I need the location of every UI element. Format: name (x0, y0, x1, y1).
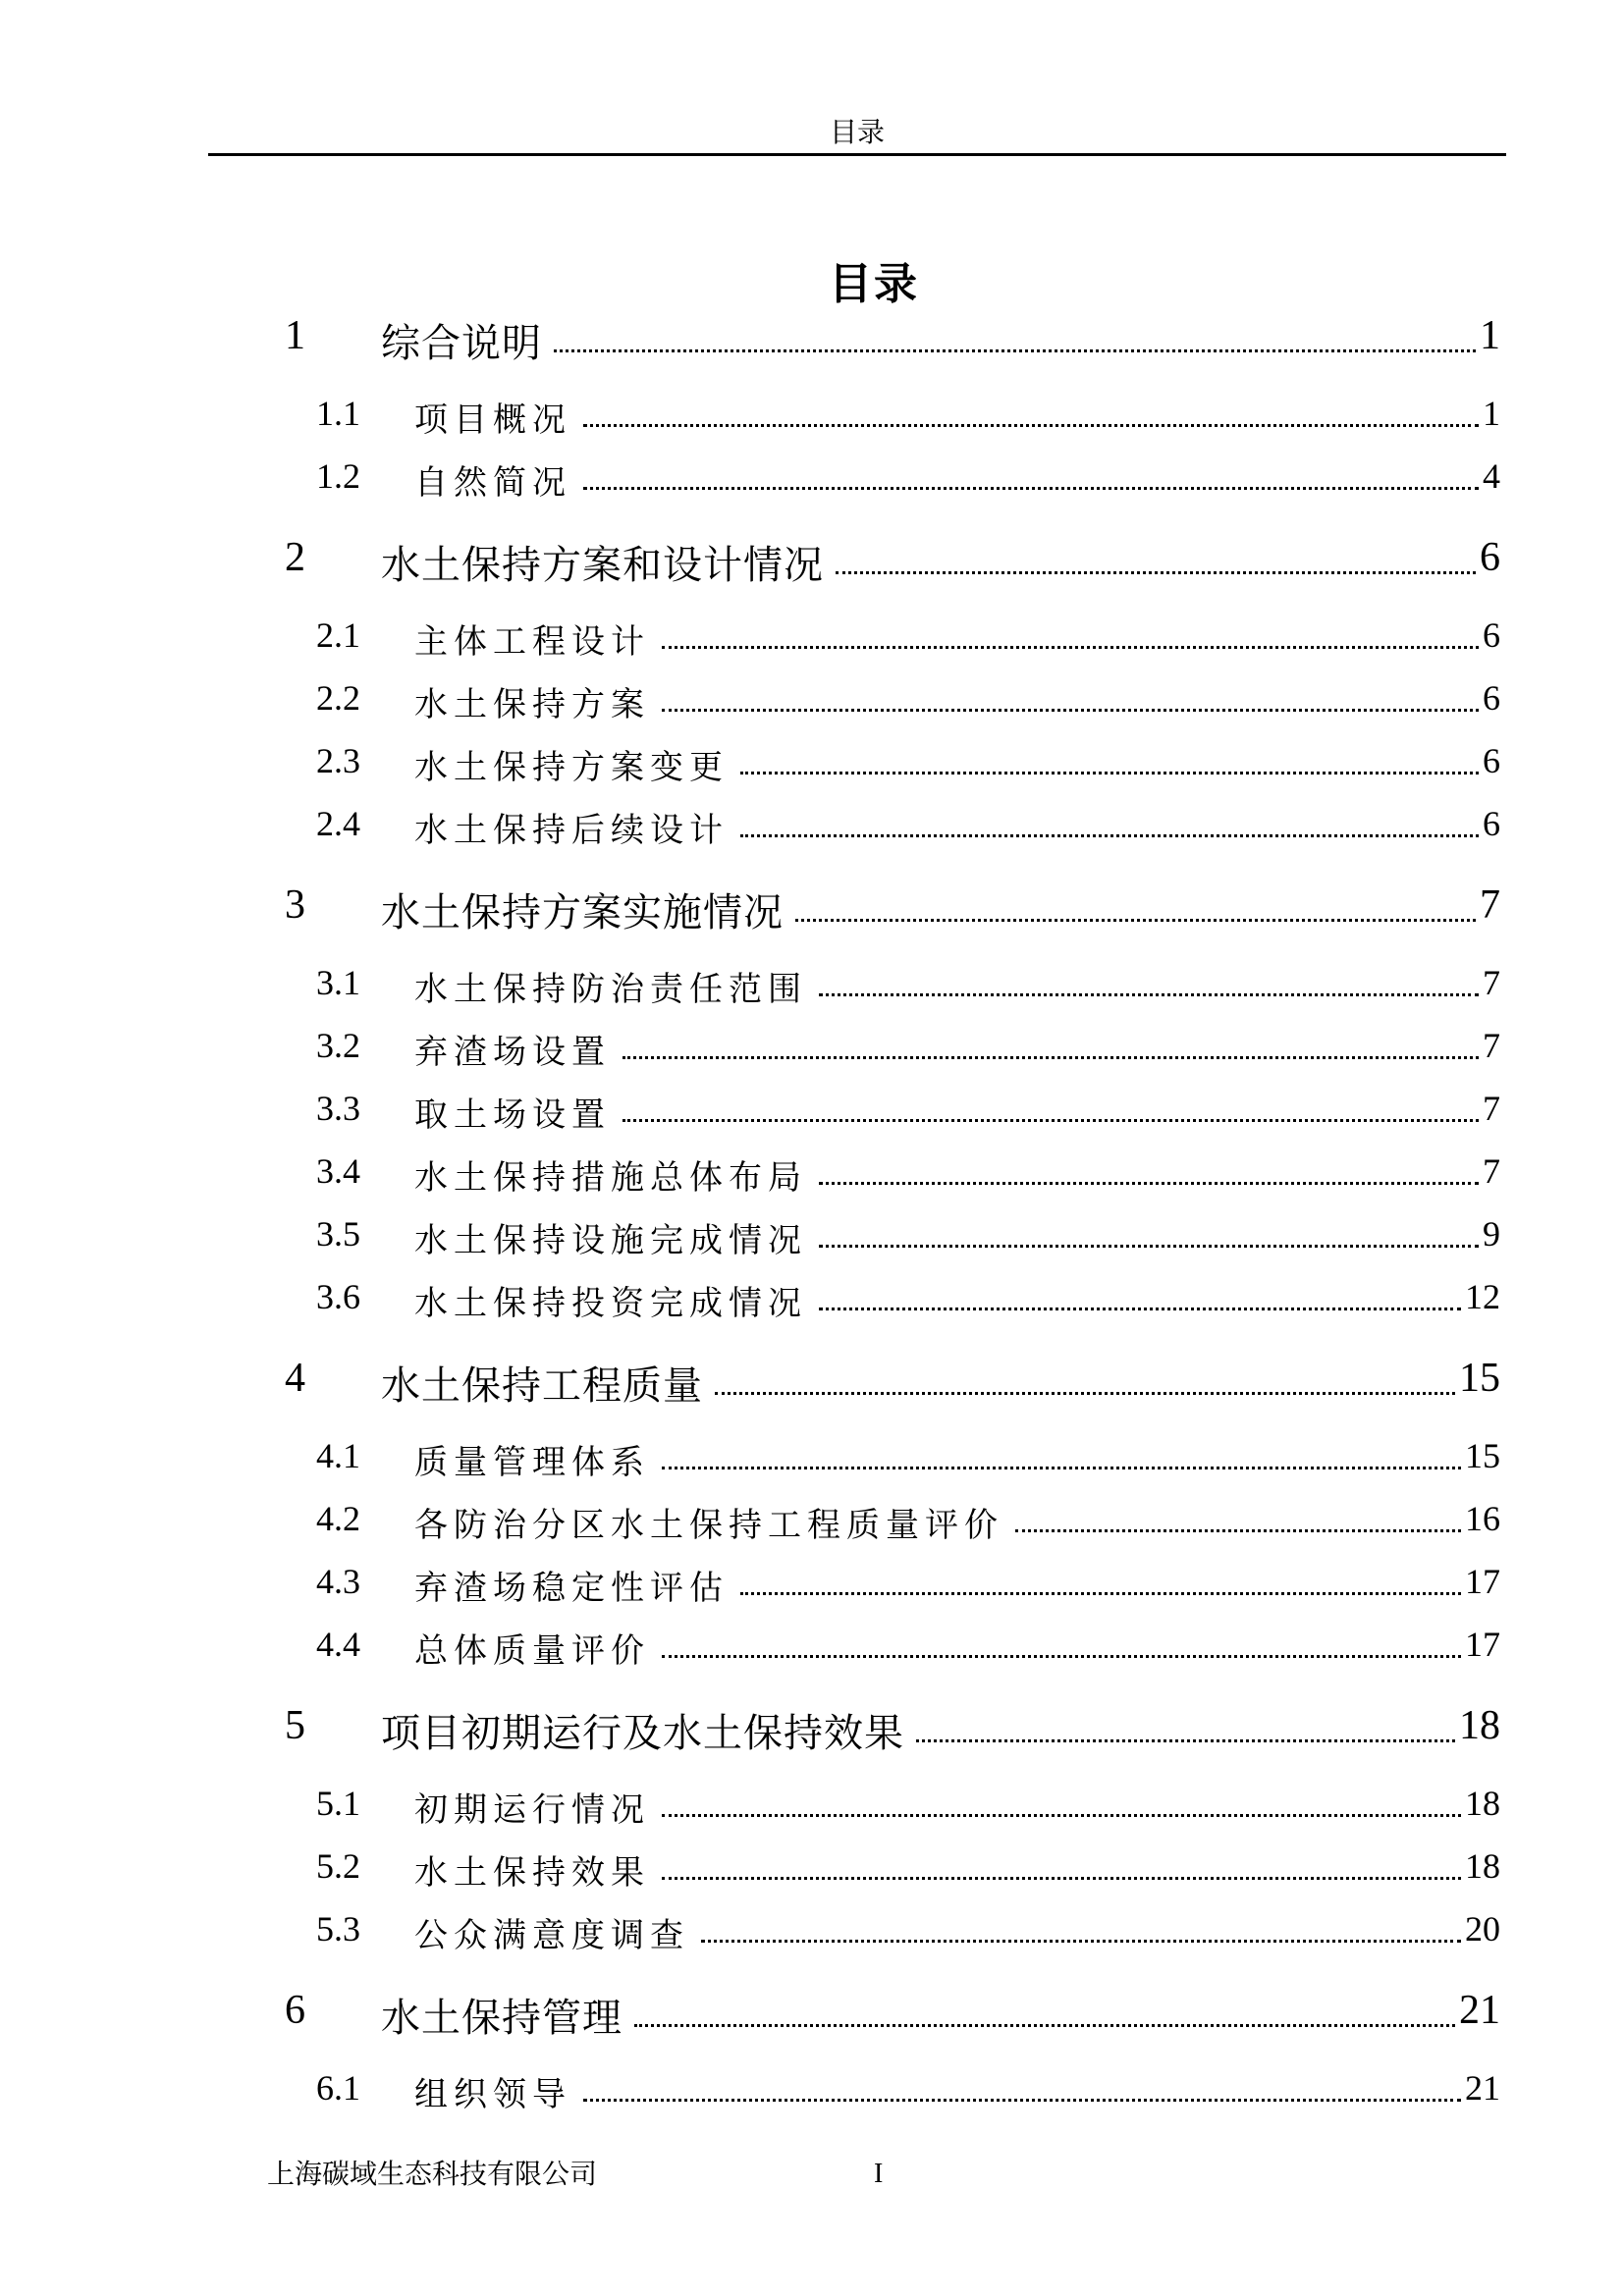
toc-section-entry[interactable] (0, 1498, 1500, 1547)
toc-entry-page: 15 (1465, 1436, 1500, 1475)
toc-entry-page: 6 (1480, 535, 1500, 580)
toc-section-entry[interactable] (0, 1783, 1500, 1832)
toc-entry-page: 20 (1465, 1909, 1500, 1949)
toc-title: 目录 (829, 259, 919, 309)
toc-entry-number: 3.1 (316, 963, 360, 1002)
toc-entry-page: 4 (1483, 456, 1500, 496)
toc-entry-number: 3 (285, 882, 305, 928)
toc-entry-page: 6 (1483, 804, 1500, 843)
toc-entry-page: 7 (1483, 1151, 1500, 1191)
toc-entry-number: 4.4 (316, 1625, 360, 1664)
toc-entry-title: 水土保持管理 (381, 1996, 623, 2041)
toc-dot-leader (819, 1308, 1461, 1310)
toc-chapter-entry[interactable] (0, 312, 1500, 366)
toc-section-entry[interactable] (0, 2067, 1500, 2116)
toc-entry-page: 18 (1465, 1784, 1500, 1823)
running-header: 目录 (829, 118, 885, 148)
toc-section-entry[interactable] (0, 962, 1500, 1011)
toc-entry-title: 取土场设置 (414, 1095, 611, 1135)
toc-entry-page: 7 (1483, 1026, 1500, 1065)
toc-entry-title: 弃渣场稳定性评估 (414, 1569, 729, 1608)
toc-entry-page: 16 (1465, 1499, 1500, 1538)
toc-dot-leader (662, 709, 1479, 712)
toc-entry-number: 3.4 (316, 1151, 360, 1191)
toc-dot-leader (1015, 1529, 1461, 1532)
toc-dot-leader (662, 1877, 1461, 1880)
toc-dot-leader (795, 919, 1476, 922)
toc-entry-page: 12 (1465, 1277, 1500, 1316)
toc-section-entry[interactable] (0, 1845, 1500, 1895)
toc-dot-leader (623, 1056, 1479, 1059)
toc-entry-page: 7 (1480, 882, 1500, 928)
toc-section-entry[interactable] (0, 1213, 1500, 1262)
toc-entry-page: 17 (1465, 1625, 1500, 1664)
toc-chapter-entry[interactable] (0, 881, 1500, 935)
toc-entry-title: 项目概况 (414, 400, 571, 440)
toc-dot-leader (583, 487, 1479, 490)
toc-entry-page: 1 (1480, 313, 1500, 358)
header-rule (208, 153, 1506, 156)
toc-section-entry[interactable] (0, 455, 1500, 505)
toc-entry-page: 6 (1483, 741, 1500, 780)
toc-entry-number: 1.2 (316, 456, 360, 496)
toc-entry-title: 自然简况 (414, 463, 571, 503)
toc-dot-leader (715, 1392, 1455, 1395)
toc-entry-number: 4.2 (316, 1499, 360, 1538)
toc-section-entry[interactable] (0, 1908, 1500, 1957)
toc-dot-leader (836, 571, 1476, 574)
toc-entry-number: 2.2 (316, 678, 360, 718)
toc-entry-number: 2.1 (316, 615, 360, 655)
toc-entry-page: 7 (1483, 963, 1500, 1002)
toc-entry-number: 5.1 (316, 1784, 360, 1823)
toc-entry-title: 项目初期运行及水土保持效果 (381, 1711, 904, 1756)
footer-page-number: I (874, 2159, 884, 2189)
footer-company-name: 上海碳域生态科技有限公司 (267, 2158, 598, 2190)
toc-entry-title: 弃渣场设置 (414, 1033, 611, 1072)
toc-section-entry[interactable] (0, 1561, 1500, 1610)
toc-section-entry[interactable] (0, 614, 1500, 664)
toc-entry-number: 4.3 (316, 1562, 360, 1601)
toc-entry-title: 水土保持效果 (414, 1853, 650, 1893)
toc-entry-title: 主体工程设计 (414, 622, 650, 662)
toc-entry-number: 5 (285, 1703, 305, 1748)
toc-entry-title: 初期运行情况 (414, 1790, 650, 1830)
toc-section-entry[interactable] (0, 1025, 1500, 1074)
toc-dot-leader (554, 349, 1476, 352)
toc-entry-page: 6 (1483, 678, 1500, 718)
toc-entry-page: 9 (1483, 1214, 1500, 1254)
toc-dot-leader (916, 1739, 1455, 1742)
toc-entry-title: 水土保持方案和设计情况 (381, 543, 824, 588)
toc-entry-number: 3.5 (316, 1214, 360, 1254)
toc-entry-number: 3.2 (316, 1026, 360, 1065)
toc-dot-leader (662, 646, 1479, 649)
toc-entry-number: 3.3 (316, 1089, 360, 1128)
toc-entry-number: 6.1 (316, 2068, 360, 2108)
toc-entry-page: 7 (1483, 1089, 1500, 1128)
toc-entry-page: 17 (1465, 1562, 1500, 1601)
toc-entry-title: 水土保持投资完成情况 (414, 1284, 807, 1323)
toc-dot-leader (662, 1467, 1461, 1469)
toc-chapter-entry[interactable] (0, 534, 1500, 588)
toc-entry-number: 3.6 (316, 1277, 360, 1316)
toc-dot-leader (634, 2024, 1455, 2027)
toc-chapter-entry[interactable] (0, 1987, 1500, 2041)
toc-entry-page: 21 (1459, 1988, 1500, 2033)
toc-section-entry[interactable] (0, 803, 1500, 852)
toc-section-entry[interactable] (0, 740, 1500, 789)
toc-entry-title: 总体质量评价 (414, 1631, 650, 1671)
toc-entry-title: 组织领导 (414, 2075, 571, 2114)
toc-entry-number: 6 (285, 1988, 305, 2033)
toc-entry-title: 水土保持措施总体布局 (414, 1158, 807, 1198)
toc-entry-number: 2 (285, 535, 305, 580)
toc-entry-number: 5.3 (316, 1909, 360, 1949)
toc-entry-number: 4 (285, 1356, 305, 1401)
toc-entry-title: 水土保持设施完成情况 (414, 1221, 807, 1260)
toc-dot-leader (662, 1655, 1461, 1658)
toc-chapter-entry[interactable] (0, 1702, 1500, 1756)
toc-dot-leader (740, 834, 1479, 837)
toc-entry-page: 18 (1459, 1703, 1500, 1748)
toc-entry-number: 4.1 (316, 1436, 360, 1475)
toc-entry-title: 水土保持方案 (414, 685, 650, 724)
toc-section-entry[interactable] (0, 1624, 1500, 1673)
toc-entry-title: 水土保持防治责任范围 (414, 970, 807, 1009)
toc-entry-title: 质量管理体系 (414, 1443, 650, 1482)
toc-entry-page: 15 (1459, 1356, 1500, 1401)
toc-dot-leader (740, 1592, 1461, 1595)
toc-entry-number: 2.4 (316, 804, 360, 843)
toc-entry-page: 18 (1465, 1846, 1500, 1886)
toc-dot-leader (583, 424, 1479, 427)
toc-dot-leader (819, 993, 1479, 996)
toc-dot-leader (819, 1245, 1479, 1248)
toc-entry-number: 5.2 (316, 1846, 360, 1886)
toc-section-entry[interactable] (0, 1435, 1500, 1484)
toc-entry-title: 水土保持方案变更 (414, 748, 729, 787)
toc-entry-page: 6 (1483, 615, 1500, 655)
toc-section-entry[interactable] (0, 1150, 1500, 1200)
toc-section-entry[interactable] (0, 677, 1500, 726)
toc-entry-title: 综合说明 (381, 321, 542, 366)
toc-entry-title: 水土保持工程质量 (381, 1363, 703, 1409)
toc-entry-title: 各防治分区水土保持工程质量评价 (414, 1506, 1003, 1545)
toc-chapter-entry[interactable] (0, 1355, 1500, 1409)
toc-dot-leader (623, 1119, 1479, 1122)
toc-section-entry[interactable] (0, 1088, 1500, 1137)
toc-entry-title: 公众满意度调查 (414, 1916, 689, 1955)
toc-entry-page: 1 (1483, 394, 1500, 433)
toc-entry-title: 水土保持后续设计 (414, 811, 729, 850)
toc-dot-leader (740, 772, 1479, 774)
toc-entry-page: 21 (1465, 2068, 1500, 2108)
toc-section-entry[interactable] (0, 1276, 1500, 1325)
toc-dot-leader (701, 1940, 1461, 1943)
toc-entry-number: 2.3 (316, 741, 360, 780)
toc-dot-leader (662, 1814, 1461, 1817)
toc-entry-title: 水土保持方案实施情况 (381, 890, 784, 935)
toc-entry-number: 1.1 (316, 394, 360, 433)
toc-dot-leader (583, 2099, 1461, 2102)
toc-section-entry[interactable] (0, 393, 1500, 442)
toc-dot-leader (819, 1182, 1479, 1185)
toc-entry-number: 1 (285, 313, 305, 358)
